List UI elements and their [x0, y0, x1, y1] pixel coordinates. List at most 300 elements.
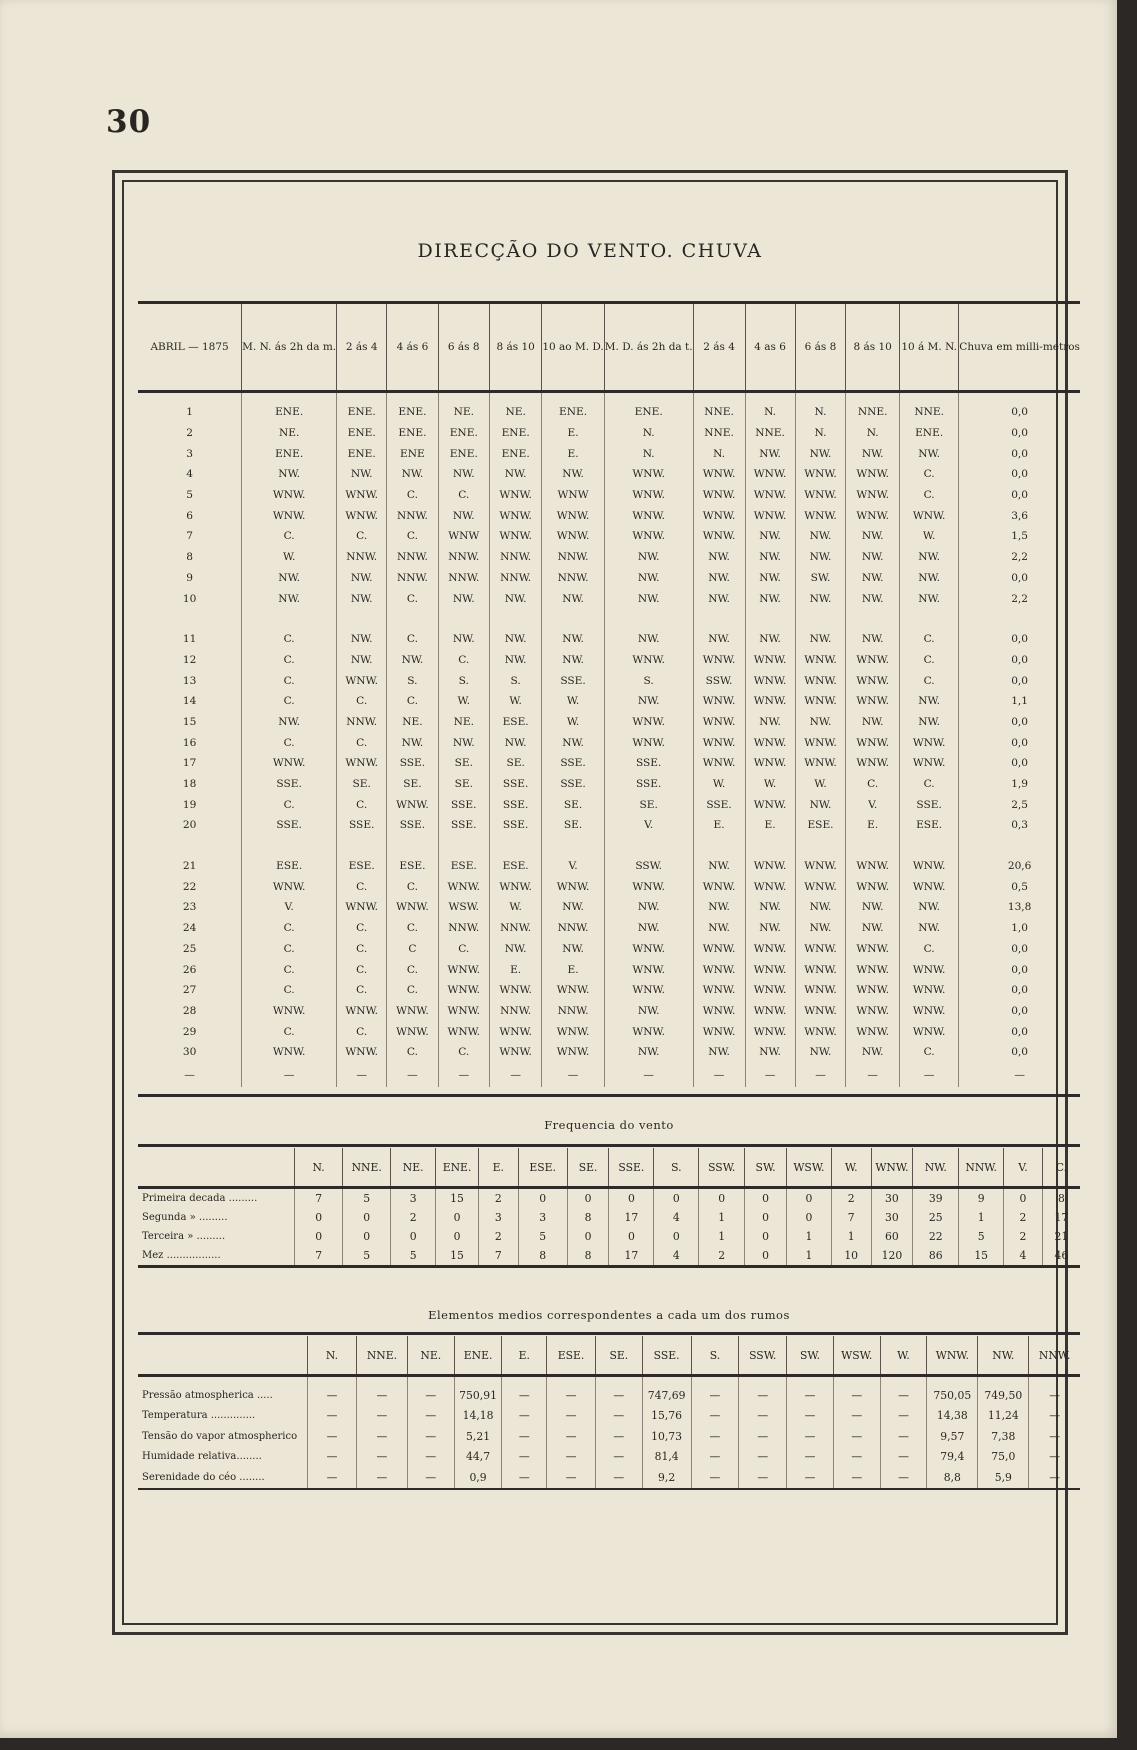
- element-value-cell: —: [833, 1426, 880, 1447]
- rain-cell: 0,0: [959, 939, 1080, 960]
- wind-cell: NW.: [795, 794, 846, 815]
- element-value-cell: —: [502, 1376, 547, 1406]
- wind-cell: C.: [242, 939, 337, 960]
- time-column-header: 8 ás 10: [489, 303, 541, 392]
- wind-cell: NW.: [745, 1042, 795, 1063]
- wind-cell: WNW.: [438, 1021, 489, 1042]
- wind-cell: NW.: [846, 712, 900, 733]
- element-value-cell: —: [833, 1467, 880, 1489]
- wind-cell: SSE.: [242, 815, 337, 836]
- wind-cell: N.: [795, 392, 846, 423]
- wind-cell: C.: [846, 774, 900, 795]
- wind-cell: ENE.: [604, 392, 693, 423]
- wind-cell: NW.: [745, 629, 795, 650]
- element-value-cell: —: [691, 1467, 739, 1489]
- direction-header: NNE.: [343, 1148, 391, 1188]
- wind-cell: NW.: [489, 588, 541, 609]
- wind-cell: WNW.: [438, 959, 489, 980]
- rain-cell: 0,5: [959, 876, 1080, 897]
- wind-cell: NNE.: [693, 392, 745, 423]
- wind-cell: ENE.: [542, 392, 604, 423]
- time-column-header: 2 ás 4: [693, 303, 745, 392]
- day-cell: 9: [186, 571, 193, 584]
- element-value-cell: —: [502, 1467, 547, 1489]
- wind-cell: SSE.: [542, 753, 604, 774]
- element-value-cell: —: [880, 1406, 927, 1427]
- direction-header: SSW.: [739, 1336, 787, 1376]
- wind-cell: N.: [604, 423, 693, 444]
- wind-cell: NNW.: [387, 568, 438, 589]
- element-value-cell: —: [880, 1467, 927, 1489]
- frequency-cell: 5: [343, 1188, 391, 1209]
- dash-row: [138, 1063, 1080, 1087]
- element-label: Serenidade do céo ........: [138, 1467, 308, 1489]
- element-value-cell: 14,38: [927, 1406, 978, 1427]
- frequency-cell: 2: [1004, 1227, 1043, 1246]
- frequency-cell: 0: [609, 1188, 654, 1209]
- wind-cell: NW.: [795, 629, 846, 650]
- element-value-cell: 75,0: [978, 1447, 1029, 1468]
- day-cell: 29: [182, 1025, 197, 1038]
- wind-cell: WNW.: [795, 856, 846, 877]
- frequency-cell: 0: [567, 1227, 609, 1246]
- wind-cell: WNW.: [795, 670, 846, 691]
- wind-cell: SSE.: [489, 794, 541, 815]
- table-row: [138, 1208, 1080, 1227]
- wind-cell: C.: [337, 959, 387, 980]
- element-value-cell: —: [407, 1426, 454, 1447]
- wind-cell: S.: [387, 670, 438, 691]
- table-row: [138, 443, 1080, 464]
- wind-cell: ESE.: [489, 856, 541, 877]
- wind-cell: NW.: [337, 629, 387, 650]
- table-row: [138, 629, 1080, 650]
- wind-cell: WNW.: [489, 876, 541, 897]
- wind-cell: C.: [900, 670, 959, 691]
- wind-cell: NW.: [795, 526, 846, 547]
- wind-cell: WNW.: [542, 876, 604, 897]
- wind-cell: SSE.: [387, 753, 438, 774]
- wind-cell: NW.: [604, 1001, 693, 1022]
- frequency-cell: 1: [786, 1227, 831, 1246]
- day-cell: 15: [182, 715, 197, 728]
- wind-cell: WNW.: [795, 876, 846, 897]
- table-row: [138, 815, 1080, 836]
- wind-cell: ENE: [387, 443, 438, 464]
- frequency-cell: 17: [609, 1208, 654, 1227]
- frequency-cell: 2: [478, 1188, 518, 1209]
- direction-header: SE.: [595, 1336, 642, 1376]
- wind-cell: NW.: [693, 547, 745, 568]
- direction-header: W.: [880, 1336, 927, 1376]
- table-row: [138, 774, 1080, 795]
- element-value-cell: —: [739, 1406, 787, 1427]
- wind-cell: NW.: [387, 464, 438, 485]
- wind-cell: E.: [542, 959, 604, 980]
- element-value-cell: —: [308, 1376, 357, 1406]
- wind-cell: C.: [337, 794, 387, 815]
- wind-cell: NNW.: [489, 918, 541, 939]
- direction-header: ESE.: [518, 1148, 567, 1188]
- wind-cell: SSE.: [242, 774, 337, 795]
- wind-cell: WNW.: [795, 1001, 846, 1022]
- direction-header: N.: [308, 1336, 357, 1376]
- day-cell: 1: [186, 406, 193, 419]
- wind-cell: NW.: [846, 526, 900, 547]
- wind-cell: WNW.: [542, 505, 604, 526]
- wind-cell: WNW.: [604, 464, 693, 485]
- wind-cell: C.: [387, 1042, 438, 1063]
- wind-cell: WNW.: [900, 856, 959, 877]
- dash-cell: —: [604, 1063, 693, 1087]
- wind-cell: C.: [387, 876, 438, 897]
- element-value-cell: —: [880, 1447, 927, 1468]
- month-year-header: ABRIL — 1875: [138, 303, 242, 392]
- wind-cell: ENE.: [337, 443, 387, 464]
- day-cell: 14: [182, 695, 197, 708]
- day-cell: 11: [182, 633, 197, 646]
- block-gap: [138, 609, 1080, 629]
- wind-cell: ENE.: [242, 443, 337, 464]
- wind-cell: SSE.: [337, 815, 387, 836]
- direction-header: SSE.: [609, 1148, 654, 1188]
- wind-cell: NW.: [846, 588, 900, 609]
- wind-cell: NW.: [604, 1042, 693, 1063]
- table-row: [138, 1246, 1080, 1267]
- table-row: [138, 1406, 1080, 1427]
- element-value-cell: —: [502, 1406, 547, 1427]
- wind-cell: W.: [438, 691, 489, 712]
- wind-cell: WNW.: [604, 980, 693, 1001]
- direction-header: S.: [691, 1336, 739, 1376]
- wind-cell: V.: [542, 856, 604, 877]
- time-column-header: M. D. ás 2h da t.: [604, 303, 693, 392]
- wind-cell: WNW.: [745, 485, 795, 506]
- element-value-cell: —: [356, 1406, 407, 1427]
- wind-cell: NW.: [604, 547, 693, 568]
- wind-cell: NW.: [693, 897, 745, 918]
- wind-cell: NW.: [745, 918, 795, 939]
- element-value-cell: —: [502, 1447, 547, 1468]
- wind-cell: C.: [387, 918, 438, 939]
- time-column-header: 2 ás 4: [337, 303, 387, 392]
- dash-cell: —: [542, 1063, 604, 1087]
- wind-cell: WNW.: [795, 980, 846, 1001]
- wind-cell: WSW.: [438, 897, 489, 918]
- wind-cell: WNW.: [900, 732, 959, 753]
- wind-cell: ESE.: [900, 815, 959, 836]
- wind-cell: S.: [438, 670, 489, 691]
- wind-cell: WNW.: [693, 526, 745, 547]
- wind-cell: NW.: [337, 650, 387, 671]
- wind-cell: C.: [242, 670, 337, 691]
- element-value-cell: —: [595, 1406, 642, 1427]
- frequency-cell: 0: [654, 1188, 699, 1209]
- wind-cell: ESE.: [337, 856, 387, 877]
- frequency-cell: 3: [518, 1208, 567, 1227]
- direction-header: SW.: [745, 1148, 787, 1188]
- wind-cell: SE.: [387, 774, 438, 795]
- element-value-cell: —: [787, 1426, 834, 1447]
- wind-cell: V.: [604, 815, 693, 836]
- element-value-cell: —: [880, 1426, 927, 1447]
- wind-cell: WNW.: [693, 980, 745, 1001]
- element-value-cell: —: [880, 1376, 927, 1406]
- wind-cell: WNW.: [693, 691, 745, 712]
- day-cell: 3: [186, 447, 193, 460]
- rain-cell: 3,6: [959, 505, 1080, 526]
- frequency-cell: 86: [913, 1246, 959, 1267]
- wind-cell: NE.: [242, 423, 337, 444]
- direction-header: V.: [1004, 1148, 1043, 1188]
- wind-cell: WNW.: [604, 959, 693, 980]
- dash-cell: —: [900, 1063, 959, 1087]
- day-cell: 12: [182, 653, 197, 666]
- wind-cell: WNW.: [745, 959, 795, 980]
- wind-cell: NW.: [693, 629, 745, 650]
- wind-cell: WNW.: [693, 650, 745, 671]
- direction-header: NW.: [913, 1148, 959, 1188]
- period-label: Terceira » .........: [142, 1231, 226, 1242]
- wind-cell: ENE.: [438, 443, 489, 464]
- wind-cell: C.: [387, 629, 438, 650]
- wind-cell: NW.: [745, 712, 795, 733]
- wind-cell: NW.: [489, 629, 541, 650]
- table-row: [138, 1188, 1080, 1209]
- table-row: [138, 918, 1080, 939]
- wind-cell: WNW.: [900, 1021, 959, 1042]
- wind-cell: NW.: [604, 568, 693, 589]
- wind-cell: NW.: [438, 588, 489, 609]
- frequency-cell: 7: [478, 1246, 518, 1267]
- wind-cell: WNW.: [900, 505, 959, 526]
- wind-cell: WNW.: [604, 526, 693, 547]
- wind-cell: NW.: [900, 712, 959, 733]
- rain-cell: 0,0: [959, 443, 1080, 464]
- wind-cell: NW.: [242, 464, 337, 485]
- element-value-cell: —: [1029, 1406, 1080, 1427]
- wind-cell: C.: [242, 650, 337, 671]
- element-value-cell: —: [502, 1426, 547, 1447]
- direction-header: WNW.: [927, 1336, 978, 1376]
- wind-cell: SE.: [604, 794, 693, 815]
- time-column-header: 8 ás 10: [846, 303, 900, 392]
- wind-cell: WNW: [542, 485, 604, 506]
- wind-cell: NW.: [604, 918, 693, 939]
- dash-cell: —: [795, 1063, 846, 1087]
- wind-cell: WNW.: [846, 876, 900, 897]
- element-value-cell: —: [356, 1467, 407, 1489]
- rain-cell: 0,0: [959, 980, 1080, 1001]
- direction-header: ENE.: [454, 1336, 502, 1376]
- wind-cell: NW.: [337, 588, 387, 609]
- element-value-cell: —: [787, 1467, 834, 1489]
- frequency-cell: 2: [391, 1208, 436, 1227]
- frequency-cell: 17: [609, 1246, 654, 1267]
- element-value-cell: —: [308, 1447, 357, 1468]
- wind-cell: SE.: [489, 753, 541, 774]
- wind-cell: WNW.: [604, 939, 693, 960]
- frequency-cell: 0: [745, 1188, 787, 1209]
- element-value-cell: —: [547, 1426, 596, 1447]
- table-row: [138, 1042, 1080, 1063]
- wind-cell: WNW.: [693, 1001, 745, 1022]
- wind-cell: WNW.: [900, 959, 959, 980]
- frequency-cell: 25: [913, 1208, 959, 1227]
- dash-cell: —: [387, 1063, 438, 1087]
- wind-cell: NW.: [604, 629, 693, 650]
- wind-cell: WNW.: [693, 753, 745, 774]
- element-value-cell: —: [691, 1426, 739, 1447]
- wind-cell: C.: [242, 691, 337, 712]
- wind-cell: ENE.: [337, 392, 387, 423]
- direction-header: WSW.: [833, 1336, 880, 1376]
- wind-cell: NW.: [693, 588, 745, 609]
- wind-cell: WNW.: [745, 464, 795, 485]
- wind-cell: SSE.: [489, 815, 541, 836]
- wind-cell: C.: [242, 918, 337, 939]
- wind-cell: C.: [900, 1042, 959, 1063]
- wind-cell: SE.: [438, 753, 489, 774]
- wind-cell: WNW.: [438, 876, 489, 897]
- wind-cell: WNW.: [846, 753, 900, 774]
- frequency-cell: 1: [786, 1246, 831, 1267]
- wind-cell: WNW.: [745, 691, 795, 712]
- wind-cell: NW.: [542, 732, 604, 753]
- wind-cell: ESE.: [438, 856, 489, 877]
- frequency-cell: 2: [831, 1188, 871, 1209]
- wind-cell: NW.: [795, 712, 846, 733]
- frequency-cell: 1: [959, 1208, 1004, 1227]
- frequency-cell: 5: [518, 1227, 567, 1246]
- wind-cell: WNW.: [795, 732, 846, 753]
- frequency-cell: 120: [871, 1246, 913, 1267]
- rain-cell: 0,0: [959, 1042, 1080, 1063]
- wind-cell: SSE.: [489, 774, 541, 795]
- wind-cell: NW.: [846, 547, 900, 568]
- day-cell: 27: [182, 984, 197, 997]
- wind-cell: NW.: [795, 588, 846, 609]
- wind-cell: WNW.: [489, 980, 541, 1001]
- wind-cell: NW.: [900, 691, 959, 712]
- wind-cell: C.: [387, 959, 438, 980]
- wind-cell: WNW.: [693, 1021, 745, 1042]
- wind-cell: C.: [387, 485, 438, 506]
- element-value-cell: —: [356, 1426, 407, 1447]
- element-value-cell: 5,21: [454, 1426, 502, 1447]
- wind-cell: SSE.: [438, 794, 489, 815]
- day-cell: 25: [182, 942, 197, 955]
- day-cell: 23: [182, 901, 197, 914]
- direction-header: SW.: [787, 1336, 834, 1376]
- table-row: [138, 588, 1080, 609]
- table-row: [138, 485, 1080, 506]
- element-value-cell: —: [787, 1447, 834, 1468]
- wind-cell: WNW.: [795, 753, 846, 774]
- day-cell: 21: [182, 860, 197, 873]
- element-value-cell: —: [308, 1467, 357, 1489]
- wind-cell: NW.: [489, 732, 541, 753]
- wind-cell: NW.: [795, 897, 846, 918]
- wind-cell: C.: [337, 691, 387, 712]
- table-row: [138, 650, 1080, 671]
- wind-cell: WNW.: [745, 939, 795, 960]
- direction-header: SE.: [567, 1148, 609, 1188]
- frequency-cell: 8: [567, 1208, 609, 1227]
- wind-cell: C.: [242, 959, 337, 980]
- frequency-cell: 0: [295, 1227, 343, 1246]
- frequency-cell: 30: [871, 1208, 913, 1227]
- wind-cell: WNW.: [604, 1021, 693, 1042]
- frequency-cell: 0: [436, 1208, 479, 1227]
- wind-cell: NW.: [846, 918, 900, 939]
- day-cell: 13: [182, 674, 197, 687]
- element-value-cell: —: [547, 1406, 596, 1427]
- frequency-cell: 0: [343, 1227, 391, 1246]
- wind-cell: NE.: [387, 712, 438, 733]
- wind-cell: WNW.: [242, 1001, 337, 1022]
- wind-cell: WNW.: [846, 485, 900, 506]
- wind-cell: NNW.: [438, 547, 489, 568]
- frequency-cell: 0: [391, 1227, 436, 1246]
- wind-cell: WNW.: [489, 526, 541, 547]
- wind-cell: NW.: [542, 939, 604, 960]
- wind-cell: NW.: [438, 464, 489, 485]
- wind-cell: C.: [242, 526, 337, 547]
- frequency-cell: 30: [871, 1188, 913, 1209]
- day-cell: 20: [182, 819, 197, 832]
- wind-cell: N.: [604, 443, 693, 464]
- table-row: [138, 1227, 1080, 1246]
- element-value-cell: —: [739, 1447, 787, 1468]
- wind-cell: W.: [900, 526, 959, 547]
- element-value-cell: —: [547, 1467, 596, 1489]
- wind-cell: WNW.: [604, 505, 693, 526]
- wind-cell: C.: [242, 1021, 337, 1042]
- element-value-cell: —: [691, 1447, 739, 1468]
- table-row: [138, 1021, 1080, 1042]
- dash-cell: —: [959, 1063, 1080, 1087]
- wind-cell: NNW.: [337, 712, 387, 733]
- wind-cell: WNW.: [745, 794, 795, 815]
- element-label: Tensão do vapor atmospherico: [142, 1430, 298, 1442]
- wind-cell: WNW.: [846, 650, 900, 671]
- wind-cell: S.: [489, 670, 541, 691]
- frequency-cell: 0: [567, 1188, 609, 1209]
- frequency-cell: 0: [343, 1208, 391, 1227]
- row-label-header: [138, 1336, 308, 1376]
- wind-cell: E.: [693, 815, 745, 836]
- wind-cell: C.: [387, 691, 438, 712]
- wind-cell: ESE.: [387, 856, 438, 877]
- wind-cell: WNW.: [846, 959, 900, 980]
- wind-cell: WNW.: [745, 980, 795, 1001]
- wind-cell: C.: [242, 980, 337, 1001]
- wind-cell: WNW.: [542, 1042, 604, 1063]
- period-label: Segunda » .........: [142, 1212, 228, 1223]
- wind-cell: NW.: [242, 712, 337, 733]
- frequency-cell: 7: [295, 1246, 343, 1267]
- wind-cell: WNW.: [242, 1042, 337, 1063]
- wind-cell: SE.: [337, 774, 387, 795]
- wind-cell: V.: [846, 794, 900, 815]
- wind-cell: WNW.: [337, 670, 387, 691]
- wind-cell: SE.: [438, 774, 489, 795]
- frequency-title: Frequencia do vento: [544, 1118, 674, 1132]
- wind-cell: WNW.: [745, 1001, 795, 1022]
- frequency-cell: 0: [699, 1188, 745, 1209]
- wind-cell: NNW.: [489, 568, 541, 589]
